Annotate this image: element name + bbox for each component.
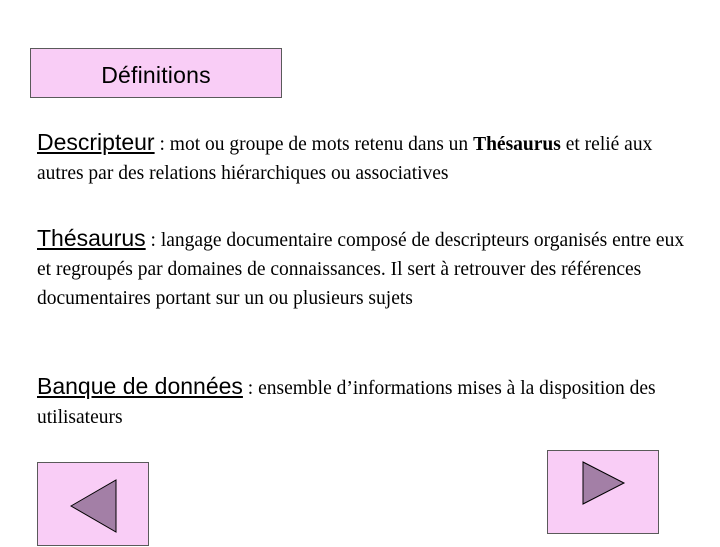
definition-term: Descripteur bbox=[37, 129, 155, 155]
previous-slide-button[interactable] bbox=[37, 462, 149, 546]
definition-descripteur bbox=[37, 128, 697, 188]
definition-separator: : bbox=[154, 134, 170, 155]
definition-term: Banque de données bbox=[37, 373, 243, 399]
definition-separator: : bbox=[242, 378, 259, 399]
definition-text: ensemble d’informations mises à la disposition des utilisateurs bbox=[37, 378, 656, 428]
definition-thesaurus bbox=[37, 224, 697, 313]
definition-separator: : bbox=[145, 230, 161, 251]
definition-text: mot ou groupe de mots retenu dans un bbox=[169, 134, 474, 155]
definition-bold-term: Thésaurus bbox=[473, 134, 561, 155]
definition-text-continued: et relié aux autres par des relations hiérarchiques ou associatives bbox=[37, 134, 653, 184]
next-slide-button[interactable] bbox=[547, 450, 659, 534]
definition-banque-de-donnees bbox=[37, 372, 697, 432]
definition-text: langage documentaire composé de descripteurs organisés entre eux et regroupés par domaines de connaissances. Il sert à retrouver des références documentaires portant sur un ou plusieurs sujets bbox=[37, 230, 685, 309]
slide-title-box bbox=[30, 48, 282, 98]
definition-term: Thésaurus bbox=[37, 225, 146, 251]
triangle-right-icon bbox=[548, 451, 660, 535]
triangle-left-icon bbox=[38, 463, 150, 547]
slide-title: Définitions bbox=[101, 61, 211, 88]
